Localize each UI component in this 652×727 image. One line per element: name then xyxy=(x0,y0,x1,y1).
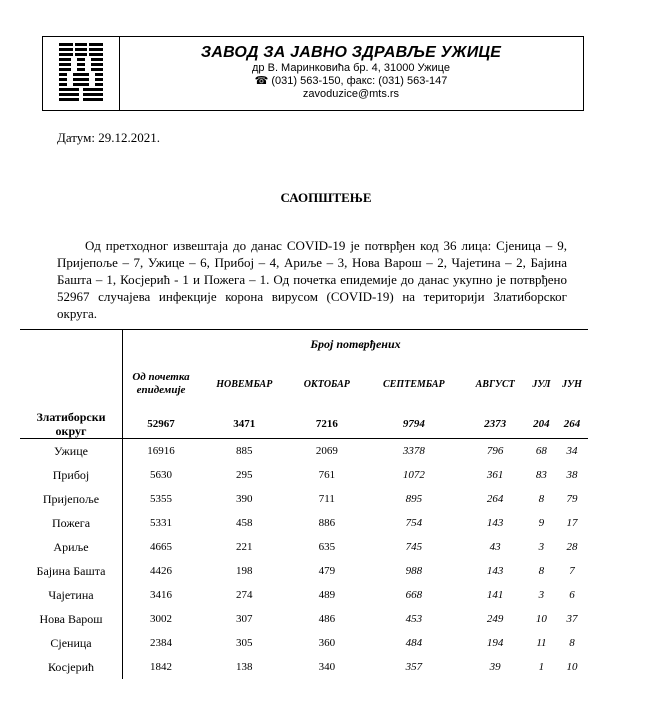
header-empty-cell xyxy=(20,330,123,359)
table-cell: 274 xyxy=(236,589,253,601)
table-cell: 2384 xyxy=(150,637,172,649)
table-header-group-row xyxy=(20,330,588,359)
table-row xyxy=(20,559,588,583)
table-cell: 10 xyxy=(566,661,578,673)
table-cell: 8 xyxy=(538,565,545,577)
table-cell: 486 xyxy=(318,613,336,625)
table-cell: 83 xyxy=(535,469,547,481)
total-cell: 204 xyxy=(527,410,556,439)
table-cell: 1 xyxy=(538,661,545,673)
total-cell: 3471 xyxy=(199,410,290,439)
table-cell: 4665 xyxy=(150,541,172,553)
table-cell: 453 xyxy=(405,613,423,625)
table-cell: 745 xyxy=(405,541,423,553)
table-row xyxy=(20,631,588,655)
column-header: ОКТОБАР xyxy=(303,378,350,390)
org-name: ЗАВОД ЗА ЈАВНО ЗДРАВЉЕ УЖИЦЕ xyxy=(200,44,502,61)
table-cell: 194 xyxy=(486,637,504,649)
table-cell: 668 xyxy=(405,589,423,601)
table-cell: 1072 xyxy=(402,469,425,481)
table-cell: 754 xyxy=(405,517,423,529)
table-cell: 68 xyxy=(535,445,547,457)
table-row xyxy=(20,583,588,607)
table-cell: 9 xyxy=(538,517,545,529)
table-cell: 357 xyxy=(405,661,423,673)
table-cell: 988 xyxy=(405,565,423,577)
table-cell: 17 xyxy=(566,517,578,529)
table-cell: 5630 xyxy=(150,469,172,481)
column-header: НОВЕМБАР xyxy=(216,378,273,390)
institute-logo xyxy=(43,37,119,110)
row-label: Бајина Башта xyxy=(20,559,123,583)
cases-table xyxy=(20,329,588,679)
table-cell: 458 xyxy=(236,517,253,529)
email: zavoduzice@mts.rs xyxy=(302,88,400,100)
total-label: Златиборски округ xyxy=(20,410,123,439)
table-cell: 885 xyxy=(236,445,253,457)
table-cell: 8 xyxy=(538,493,545,505)
table-row xyxy=(20,607,588,631)
column-header: Од почетка епидемије xyxy=(132,371,190,396)
header-empty-cell-2 xyxy=(20,358,123,410)
table-cell: 295 xyxy=(236,469,253,481)
row-label: Нова Варош xyxy=(20,607,123,631)
table-cell: 390 xyxy=(236,493,253,505)
table-cell: 4426 xyxy=(150,565,172,577)
table-cell: 34 xyxy=(566,445,578,457)
table-cell: 79 xyxy=(566,493,578,505)
table-cell: 3002 xyxy=(150,613,172,625)
total-cell: 264 xyxy=(556,410,588,439)
phone-line xyxy=(119,75,583,88)
table-cell: 11 xyxy=(536,637,547,649)
table-cell: 8 xyxy=(569,637,575,649)
address: др В. Маринковића бр. 4, 31000 Ужице xyxy=(252,62,450,74)
telephone-icon: ☎ xyxy=(254,75,269,87)
table-cell: 5331 xyxy=(150,517,172,529)
letterhead-text xyxy=(119,37,583,101)
table-cell: 1842 xyxy=(150,661,172,673)
table-cell: 3378 xyxy=(402,445,425,457)
phone-text: (031) 563-150, факс: (031) 563-147 xyxy=(271,75,448,87)
table-cell: 3 xyxy=(538,541,545,553)
table-cell: 796 xyxy=(486,445,504,457)
announcement-text xyxy=(57,237,567,322)
table-cell: 143 xyxy=(486,517,504,529)
table-cell: 221 xyxy=(236,541,253,553)
announcement-body: Од претходног извештаја до данас COVID-19 је потврђен код 36 лица: Сјеница – 9, Пријепоље – 7, Ужице – 6, Прибој – 4, Ариље – 3, Нова Варош – 2, Чајетина – 2, Бајина Башта – 1, Косјерић - 1 и Пожега – 1. Од почетка епидемије до данас укупно је потврђено 52967 случајева инфекције корона вирусом (COVID-19) на територији Златиборског округа. xyxy=(57,238,567,321)
row-label: Прибој xyxy=(20,463,123,487)
table-cell: 16916 xyxy=(147,445,175,457)
table-cell: 2069 xyxy=(315,445,338,457)
date: Датум: 29.12.2021. xyxy=(57,130,160,145)
table-cell: 3416 xyxy=(150,589,172,601)
table-cell: 340 xyxy=(318,661,336,673)
table-row xyxy=(20,535,588,559)
table-cell: 38 xyxy=(566,469,578,481)
column-header: ЈУЛ xyxy=(532,378,551,390)
row-label: Пријепоље xyxy=(20,487,123,511)
table-cell: 886 xyxy=(318,517,336,529)
page-title: САОПШТЕЊЕ xyxy=(280,190,372,205)
table-cell: 3 xyxy=(538,589,545,601)
table-cell: 361 xyxy=(486,469,504,481)
table-cell: 895 xyxy=(405,493,423,505)
table-cell: 37 xyxy=(566,613,578,625)
table-row xyxy=(20,463,588,487)
table-cell: 6 xyxy=(569,589,575,601)
column-header: ЈУН xyxy=(562,378,582,390)
table-cell: 761 xyxy=(318,469,336,481)
table-cell: 28 xyxy=(566,541,578,553)
row-label: Сјеница xyxy=(20,631,123,655)
column-header: СЕПТЕМБАР xyxy=(383,378,445,390)
table-cell: 10 xyxy=(535,613,547,625)
table-cell: 711 xyxy=(318,493,335,505)
table-cell: 249 xyxy=(486,613,504,625)
group-header: Број потврђених xyxy=(123,330,589,359)
table-cell: 484 xyxy=(405,637,423,649)
total-cell: 9794 xyxy=(364,410,464,439)
total-cell: 52967 xyxy=(123,410,200,439)
table-cell: 479 xyxy=(318,565,336,577)
row-label: Пожега xyxy=(20,511,123,535)
table-cell: 7 xyxy=(569,565,575,577)
table-row xyxy=(20,439,588,464)
total-cell: 7216 xyxy=(290,410,365,439)
table-row xyxy=(20,655,588,679)
table-cell: 489 xyxy=(318,589,336,601)
table-cell: 305 xyxy=(236,637,253,649)
table-cell: 198 xyxy=(236,565,253,577)
total-cell: 2373 xyxy=(464,410,527,439)
table-cell: 264 xyxy=(486,493,504,505)
row-label: Ужице xyxy=(20,439,123,464)
row-label: Ариље xyxy=(20,535,123,559)
table-cell: 307 xyxy=(236,613,253,625)
table-total-row xyxy=(20,410,588,439)
logo-box xyxy=(43,37,120,110)
row-label: Косјерић xyxy=(20,655,123,679)
table-cell: 141 xyxy=(486,589,504,601)
table-cell: 635 xyxy=(318,541,336,553)
table-cell: 143 xyxy=(486,565,504,577)
table-column-header-row xyxy=(20,358,588,410)
row-label: Чајетина xyxy=(20,583,123,607)
table-cell: 43 xyxy=(489,541,501,553)
column-header: АВГУСТ xyxy=(475,378,515,390)
table-cell: 39 xyxy=(489,661,501,673)
letterhead xyxy=(42,36,584,111)
table-row xyxy=(20,511,588,535)
table-cell: 138 xyxy=(236,661,253,673)
table-row xyxy=(20,487,588,511)
table-cell: 5355 xyxy=(150,493,172,505)
table-cell: 360 xyxy=(318,637,336,649)
